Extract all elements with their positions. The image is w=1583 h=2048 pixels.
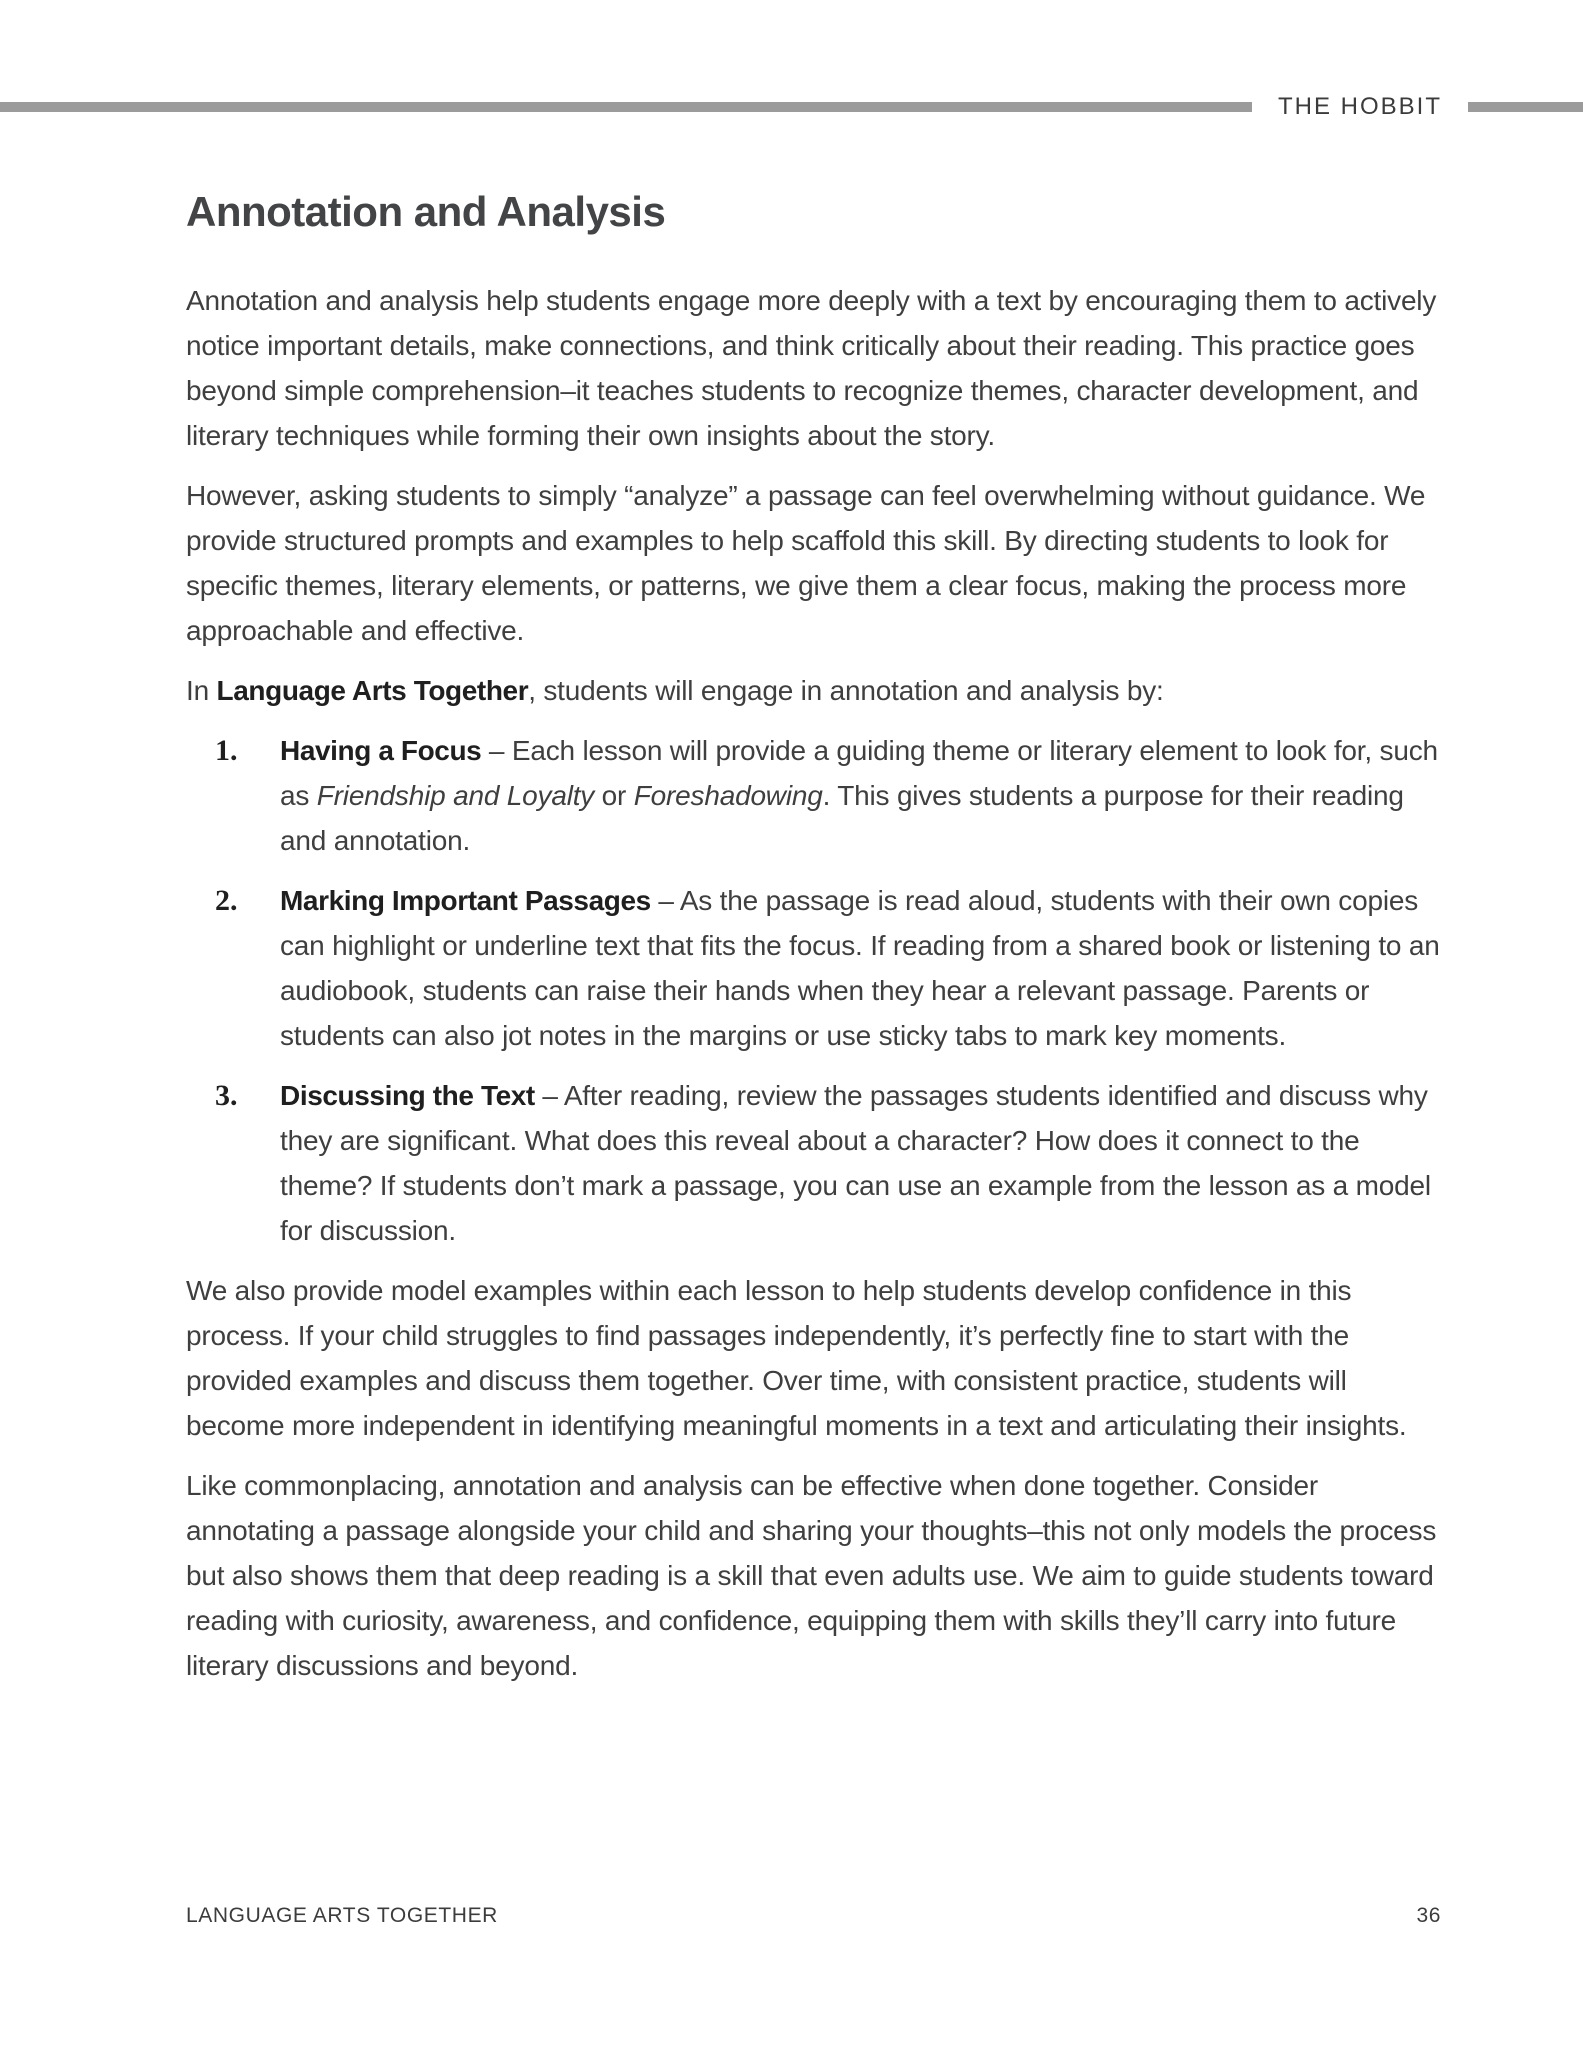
list-item <box>186 1073 1441 1253</box>
list-item-number: 2. <box>215 884 238 917</box>
numbered-list <box>186 728 1441 1253</box>
page-content <box>186 0 1441 1703</box>
book-title: THE HOBBIT <box>1278 93 1443 120</box>
closing-paragraph-2: Like commonplacing, annotation and analysis can be effective when done together. Consider annotating a passage alongside your child and sharing your thoughts–this not only models the process but also shows them that deep reading is a skill that even adults use. We aim to guide students toward reading with curiosity, awareness, and confidence, equipping them with skills they’ll carry into future literary discussions and beyond. <box>186 1470 1437 1681</box>
list-item-text: Having a Focus – Each lesson will provide a guiding theme or literary element to look for, such as Friendship and Loyalty or Foreshadowing. This gives students a purpose for their reading and annotation. <box>280 735 1438 856</box>
closing-paragraph-1: We also provide model examples within each lesson to help students develop confidence in this process. If your child struggles to find passages independently, it’s perfectly fine to start with the provided examples and discuss them together. Over time, with consistent practice, students will become more independent in identifying meaningful moments in a text and articulating their insights. <box>186 1275 1407 1441</box>
list-intro-paragraph: In Language Arts Together, students will engage in annotation and analysis by: <box>186 675 1164 706</box>
list-item-number: 1. <box>215 734 238 767</box>
header-rule-right <box>1468 102 1583 112</box>
page-number: 36 <box>1416 1904 1441 1927</box>
page-title: Annotation and Analysis <box>186 188 666 235</box>
intro-paragraph-1: Annotation and analysis help students engage more deeply with a text by encouraging them to actively notice important details, make connections, and think critically about their reading. This practice goes beyond simple comprehension–it teaches students to recognize themes, character development, and literary techniques while forming their own insights about the story. <box>186 285 1437 451</box>
list-item-number: 3. <box>215 1079 238 1112</box>
list-item <box>186 728 1441 863</box>
list-item <box>186 878 1441 1058</box>
list-item-text: Marking Important Passages – As the passage is read aloud, students with their own copies can highlight or underline text that fits the focus. If reading from a shared book or listening to an audiobook, students can raise their hands when they hear a relevant passage. Parents or students can also jot notes in the margins or use sticky tabs to mark key moments. <box>280 885 1440 1051</box>
list-item-text: Discussing the Text – After reading, review the passages students identified and discuss why they are significant. What does this reveal about a character? How does it connect to the theme? If students don’t mark a passage, you can use an example from the lesson as a model for discussion. <box>280 1080 1431 1246</box>
footer-imprint: LANGUAGE ARTS TOGETHER <box>186 1904 498 1927</box>
page-footer <box>186 1904 1441 1928</box>
intro-paragraph-2: However, asking students to simply “analyze” a passage can feel overwhelming without guidance. We provide structured prompts and examples to help scaffold this skill. By directing students to look for specific themes, literary elements, or patterns, we give them a clear focus, making the process more approachable and effective. <box>186 480 1426 646</box>
